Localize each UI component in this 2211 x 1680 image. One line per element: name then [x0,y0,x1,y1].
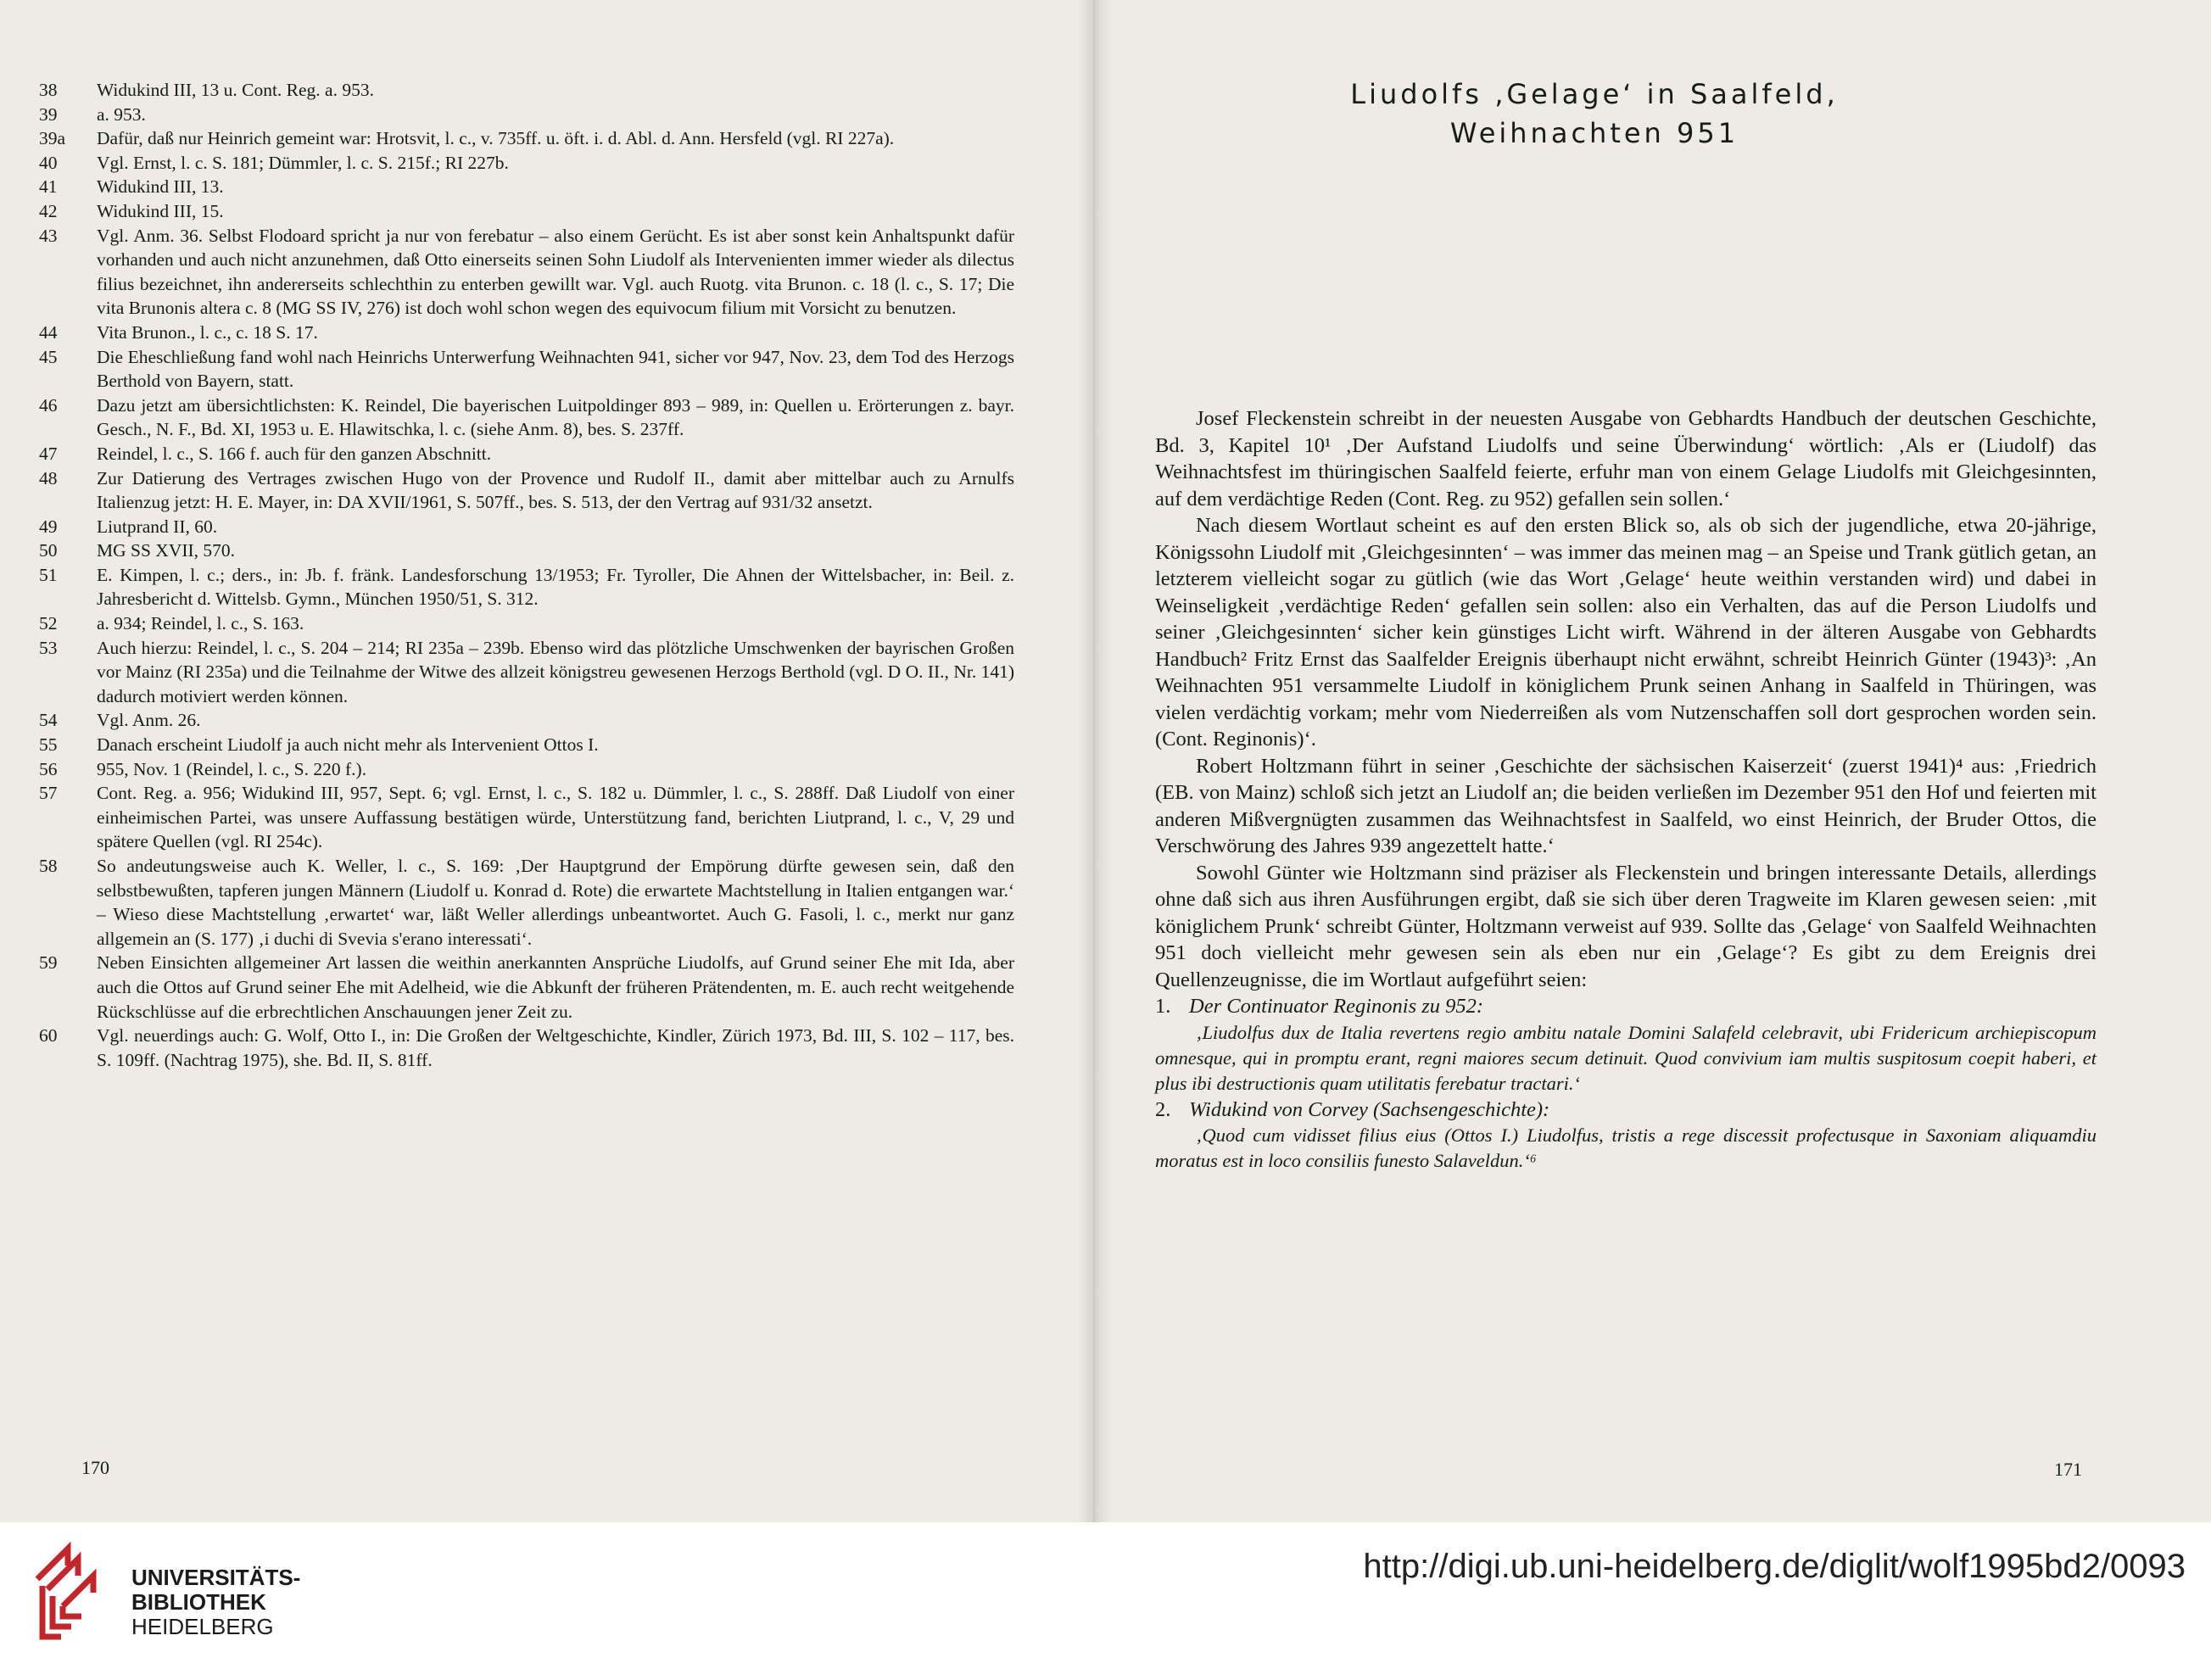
footnote-text: Neben Einsichten allgemeiner Art lassen die weithin anerkannten Ansprüche Liudolfs, auf Grund seiner Ehe mit Ida, aber auch die Ottos auf Grund seiner Ehe mit Adelheid, wie die Abkunft der früheren Prätendenten, m. E. auch recht weitgehende Rückschlüsse auf die erbrechtlichen Anschauungen jener Zeit zu. [97,952,1014,1022]
footnote-number: 58 [39,856,58,876]
footnote-number: 49 [39,516,58,537]
permalink-url[interactable]: http://digi.ub.uni-heidelberg.de/diglit/wolf1995bd2/0093 [1363,1548,2186,1585]
footnote-number: 53 [39,637,58,658]
footnote-number: 40 [39,152,58,173]
footnote [39,563,1014,611]
footnote [39,951,1014,1024]
library-name [131,1566,300,1639]
library-name-line: UNIVERSITÄTS- [131,1565,301,1590]
chapter-heading [1255,75,1934,153]
footnote [39,393,1014,442]
page-number-right: 171 [2054,1459,2082,1480]
footnote-number: 52 [39,613,58,634]
footnote [39,539,1014,563]
footnote-text: Zur Datierung des Vertrages zwischen Hugo von der Provence und Rudolf II., damit aber mittelbar auch zu Arnulfs Italienzug jetzt: H. E. Mayer, in: DA XVII/1961, S. 507ff., bes. S. 513, der den Vertrag auf 931/32 ansetzt. [97,467,1014,513]
footnote-text: So andeutungsweise auch K. Weller, l. c., S. 169: ‚Der Hauptgrund der Empörung dürfte gewesen sein, daß den selbstbewußten, tapferen jungen Männern (Liudolf u. Konrad d. Rote) die erwartete Machtstellung in Italien entgangen war.‘ – Wieso diese Machtstellung ‚erwartet‘ war, läßt Weller allerdings unbeantwortet. Auch G. Fasoli, l. c., merkt nur ganz allgemein an (S. 177) ‚i duchi di Svevia s'erano interessati‘. [97,856,1014,949]
footnote-text: Reindel, l. c., S. 166 f. auch für den ganzen Abschnitt. [97,443,492,464]
footnote-number: 41 [39,176,58,198]
footnote-text: Danach erscheint Liudolf ja auch nicht mehr als Intervenient Ottos I. [97,734,599,756]
viewer-footer [0,1522,2211,1680]
footnote [39,733,1014,757]
footnote-text: Dafür, daß nur Heinrich gemeint war: Hrotsvit, l. c., v. 735ff. u. öft. i. d. Abl. d. Ann. Hersfeld (vgl. RI 227a). [97,128,895,149]
footnote [39,199,1014,224]
source-item [1155,993,2097,1020]
footnote-text: E. Kimpen, l. c.; ders., in: Jb. f. fränk. Landesforschung 13/1953; Fr. Tyroller, Die Ahnen der Wittelsbacher, in: Beil. z. Jahresbericht d. Wittelsb. Gymn., München 1950/51, S. 312. [97,564,1014,610]
footnote-text: Auch hierzu: Reindel, l. c., S. 204 – 214; RI 235a – 239b. Ebenso wird das plötzliche Umschwenken der bayrischen Großen vor Mainz (RI 235a) und die Teilnahme der Witwe des allzeit königstreu gewesenen Herzogs Berthold (vgl. D O. II., Nr. 141) dadurch motiviert werden können. [97,637,1014,706]
footnote [39,466,1014,515]
footnote [39,781,1014,854]
footnote [39,78,1014,103]
footnote-number: 42 [39,200,58,221]
footnote-number: 60 [39,1025,58,1047]
footnote-number: 59 [39,952,58,974]
footnote [39,175,1014,199]
footnote [39,636,1014,709]
page-number-left: 170 [81,1457,109,1478]
footnote-number: 39 [39,103,58,125]
library-logo-icon [31,1542,126,1644]
footnote [39,708,1014,733]
footnote-text: 955, Nov. 1 (Reindel, l. c., S. 220 f.). [97,758,367,779]
paragraph: Sowohl Günter wie Holtzmann sind präziser als Fleckenstein und bringen interessante Details, allerdings ohne daß sich aus ihren Ausführungen ergibt, daß sie sich über deren Tragweite im Klaren gewesen seien: ‚mit königlichem Prunk‘ schreibt Günter, Holtzmann verweist auf 939. Sollte das ‚Gelage‘ von Saalfeld Weihnachten 951 doch vielleicht mehr gewesen sein als eben nur ein ‚Gelage‘? Es gibt zu dem Ereignis drei Quellenzeugnisse, die im Wortlaut aufgeführt seien: [1155,861,2097,991]
footnote-number: 51 [39,564,58,585]
footnote-number: 48 [39,467,58,488]
footnote-number: 46 [39,394,58,416]
footnote-text: Die Eheschließung fand wohl nach Heinrichs Unterwerfung Weihnachten 941, sicher vor 947, Nov. 23, dem Tod des Herzogs Berthold von Bayern, statt. [97,346,1014,392]
footnote [39,345,1014,393]
paragraph: Josef Fleckenstein schreibt in der neuesten Ausgabe von Gebhardts Handbuch der deutschen Geschichte, Bd. 3, Kapitel 10¹ ‚Der Aufstand Liudolfs und seine Überwindung‘ wörtlich: ‚Als er (Liudolf) das Weihnachtsfest im thüringischen Saalfeld feierte, erfuhr man von einem Gelage Liudolfs mit Gleichgesinnten, auf dem verdächtige Reden (Cont. Reg. zu 952) gefallen sein sollen.‘ [1155,407,2097,511]
paragraph: Nach diesem Wortlaut scheint es auf den ersten Blick so, als ob sich der jugendliche, etwa 20-jährige, Königssohn Liudolf mit ‚Gleichgesinnten‘ – was immer das meinen mag – an Speise und Trank gütlich getan, an letzterem vielleicht sogar zu gütlich (wie das Wort ‚Gelage‘ heute weithin verstanden wird) und dabei in Weinseligkeit ‚verdächtige Reden‘ gefallen sein sollen: also ein Verhalten, das auf die Person Liudolfs und seiner ‚Gleichgesinnten‘ sicher kein günstiges Licht wirft. Während in der älteren Ausgabe von Gebhardts Handbuch² Fritz Ernst das Saalfelder Ereignis überhaupt nicht erwähnt, schreibt Heinrich Günter (1943)³: ‚An Weihnachten 951 versammelte Liudolf in königlichem Prunk seinen Anhang in Saalfeld in Thüringen, was vielen verdächtig vorkam; mehr vom Niederreißen als vom Nutzenschaffen soll dort gesprochen worden sein. (Cont. Reginonis)‘. [1155,514,2097,751]
footnote-text: Vgl. Ernst, l. c. S. 181; Dümmler, l. c. S. 215f.; RI 227b. [97,152,509,173]
footnote [39,611,1014,636]
footnote-text: Liutprand II, 60. [97,516,218,537]
source-number: 1. [1155,995,1171,1018]
footnote-text: Widukind III, 15. [97,200,224,221]
footnote [39,224,1014,321]
footnote-number: 57 [39,783,58,804]
footnote-text: Widukind III, 13. [97,176,224,198]
footnote-text: Vita Brunon., l. c., c. 18 S. 17. [97,321,318,343]
book-gutter [1077,0,1111,1522]
source-quote: ‚Liudolfus dux de Italia revertens regio ambitu natale Domini Salafeld celebravit, ubi Fridericum archiepiscopum omnesque, qui in promptu erant, regni maiores secum detinuit. Quod convivium iam multis suspitosum coepit haberi, et plus ibi destructionis quam utilitatis ferebatur tractari.‘ [1155,1021,2097,1094]
library-name-line: BIBLIOTHEK [131,1589,266,1615]
footnote-number: 39a [39,128,66,149]
footnote [39,321,1014,345]
footnote-number: 50 [39,540,58,561]
footnote-number: 56 [39,758,58,779]
source-item [1155,1097,2097,1124]
footnote [39,442,1014,466]
footnote [39,151,1014,176]
source-quote: ‚Quod cum vidisset filius eius (Ottos I.) Liudolfus, tristis a rege discessit profectusque in Saxoniam aliquamdiu moratus est in loco consiliis funesto Salaveldun.‘⁶ [1155,1125,2097,1171]
footnote-text: MG SS XVII, 570. [97,540,236,561]
footnote-text: a. 934; Reindel, l. c., S. 163. [97,613,304,634]
footnote-number: 45 [39,346,58,367]
footnote-number: 44 [39,321,58,343]
footnote-text: Vgl. Anm. 26. [97,710,201,731]
source-number: 2. [1155,1097,1171,1121]
footnote [39,515,1014,539]
footnotes-list [39,78,1014,1072]
footnote-text: Dazu jetzt am übersichtlichsten: K. Reindel, Die bayerischen Luitpoldinger 893 – 989, in: Quellen u. Erörterungen z. bayr. Gesch., N. F., Bd. XI, 1953 u. E. Hlawitschka, l. c. (siehe Anm. 8), bes. S. 237ff. [97,394,1014,440]
footnote-number: 54 [39,710,58,731]
footnote-number: 43 [39,225,58,246]
footnote-text: Cont. Reg. a. 956; Widukind III, 957, Sept. 6; vgl. Ernst, l. c., S. 182 u. Dümmler, l. c., S. 288ff. Daß Liudolf von einer einheimischen Partei, was unsere Auffassung bestätigen würde, Unterstützung fand, berichten Liutprand, l. c., V, 29 und spätere Quellen (vgl. RI 254c). [97,783,1014,852]
footnote-text: a. 953. [97,103,146,125]
library-name-line: HEIDELBERG [131,1614,274,1639]
body-text [1155,405,2097,1174]
paragraph: Robert Holtzmann führt in seiner ‚Geschichte der sächsischen Kaiserzeit‘ (zuerst 1941)⁴ aus: ‚Friedrich (EB. von Mainz) schloß sich jetzt an Liudolf an; die beiden verließen im Dezember 951 den Hof und feierten mit anderen Mißvergnügten zusammen das Weihnachtsfest in Saalfeld, wo einst Heinrich, der Bruder Ottos, die Verschwörung des Jahres 939 angezettelt hatte.‘ [1155,754,2097,857]
footnote [39,1024,1014,1072]
chapter-heading-line: Weihnachten 951 [1449,117,1739,149]
footnote-text: Vgl. neuerdings auch: G. Wolf, Otto I., in: Die Großen der Weltgeschichte, Kindler, Zürich 1973, Bd. III, S. 102 – 117, bes. S. 109ff. (Nachtrag 1975), she. Bd. II, S. 81ff. [97,1025,1014,1070]
chapter-heading-line: Liudolfs ‚Gelage‘ in Saalfeld, [1350,78,1839,110]
footnote-text: Vgl. Anm. 36. Selbst Flodoard spricht ja nur von ferebatur – also einem Gerücht. Es ist aber sonst kein Anhaltspunkt dafür vorhanden und auch nicht anzunehmen, daß Otto einerseits seinen Sohn Liudolf als Intervenienten immer wieder als dilectus filius bezeichnet, ihn andererseits schlechthin zu enterben gewillt war. Vgl. auch Ruotg. vita Brunon. c. 18 (l. c., S. 17; Die vita Brunonis altera c. 8 (MG SS IV, 276) ist doch wohl schon wegen des equivocum filium mit Vorsicht zu benutzen. [97,225,1014,319]
footnote [39,103,1014,127]
footnote [39,757,1014,782]
source-title: Widukind von Corvey (Sachsengeschichte): [1189,1097,1550,1121]
footnote-number: 38 [39,80,58,100]
source-title: Der Continuator Reginonis zu 952: [1189,995,1484,1018]
footnote [39,126,1014,151]
footnote [39,854,1014,951]
footnote-text: Widukind III, 13 u. Cont. Reg. a. 953. [97,80,374,100]
footnote-number: 55 [39,734,58,756]
footnote-number: 47 [39,443,58,464]
